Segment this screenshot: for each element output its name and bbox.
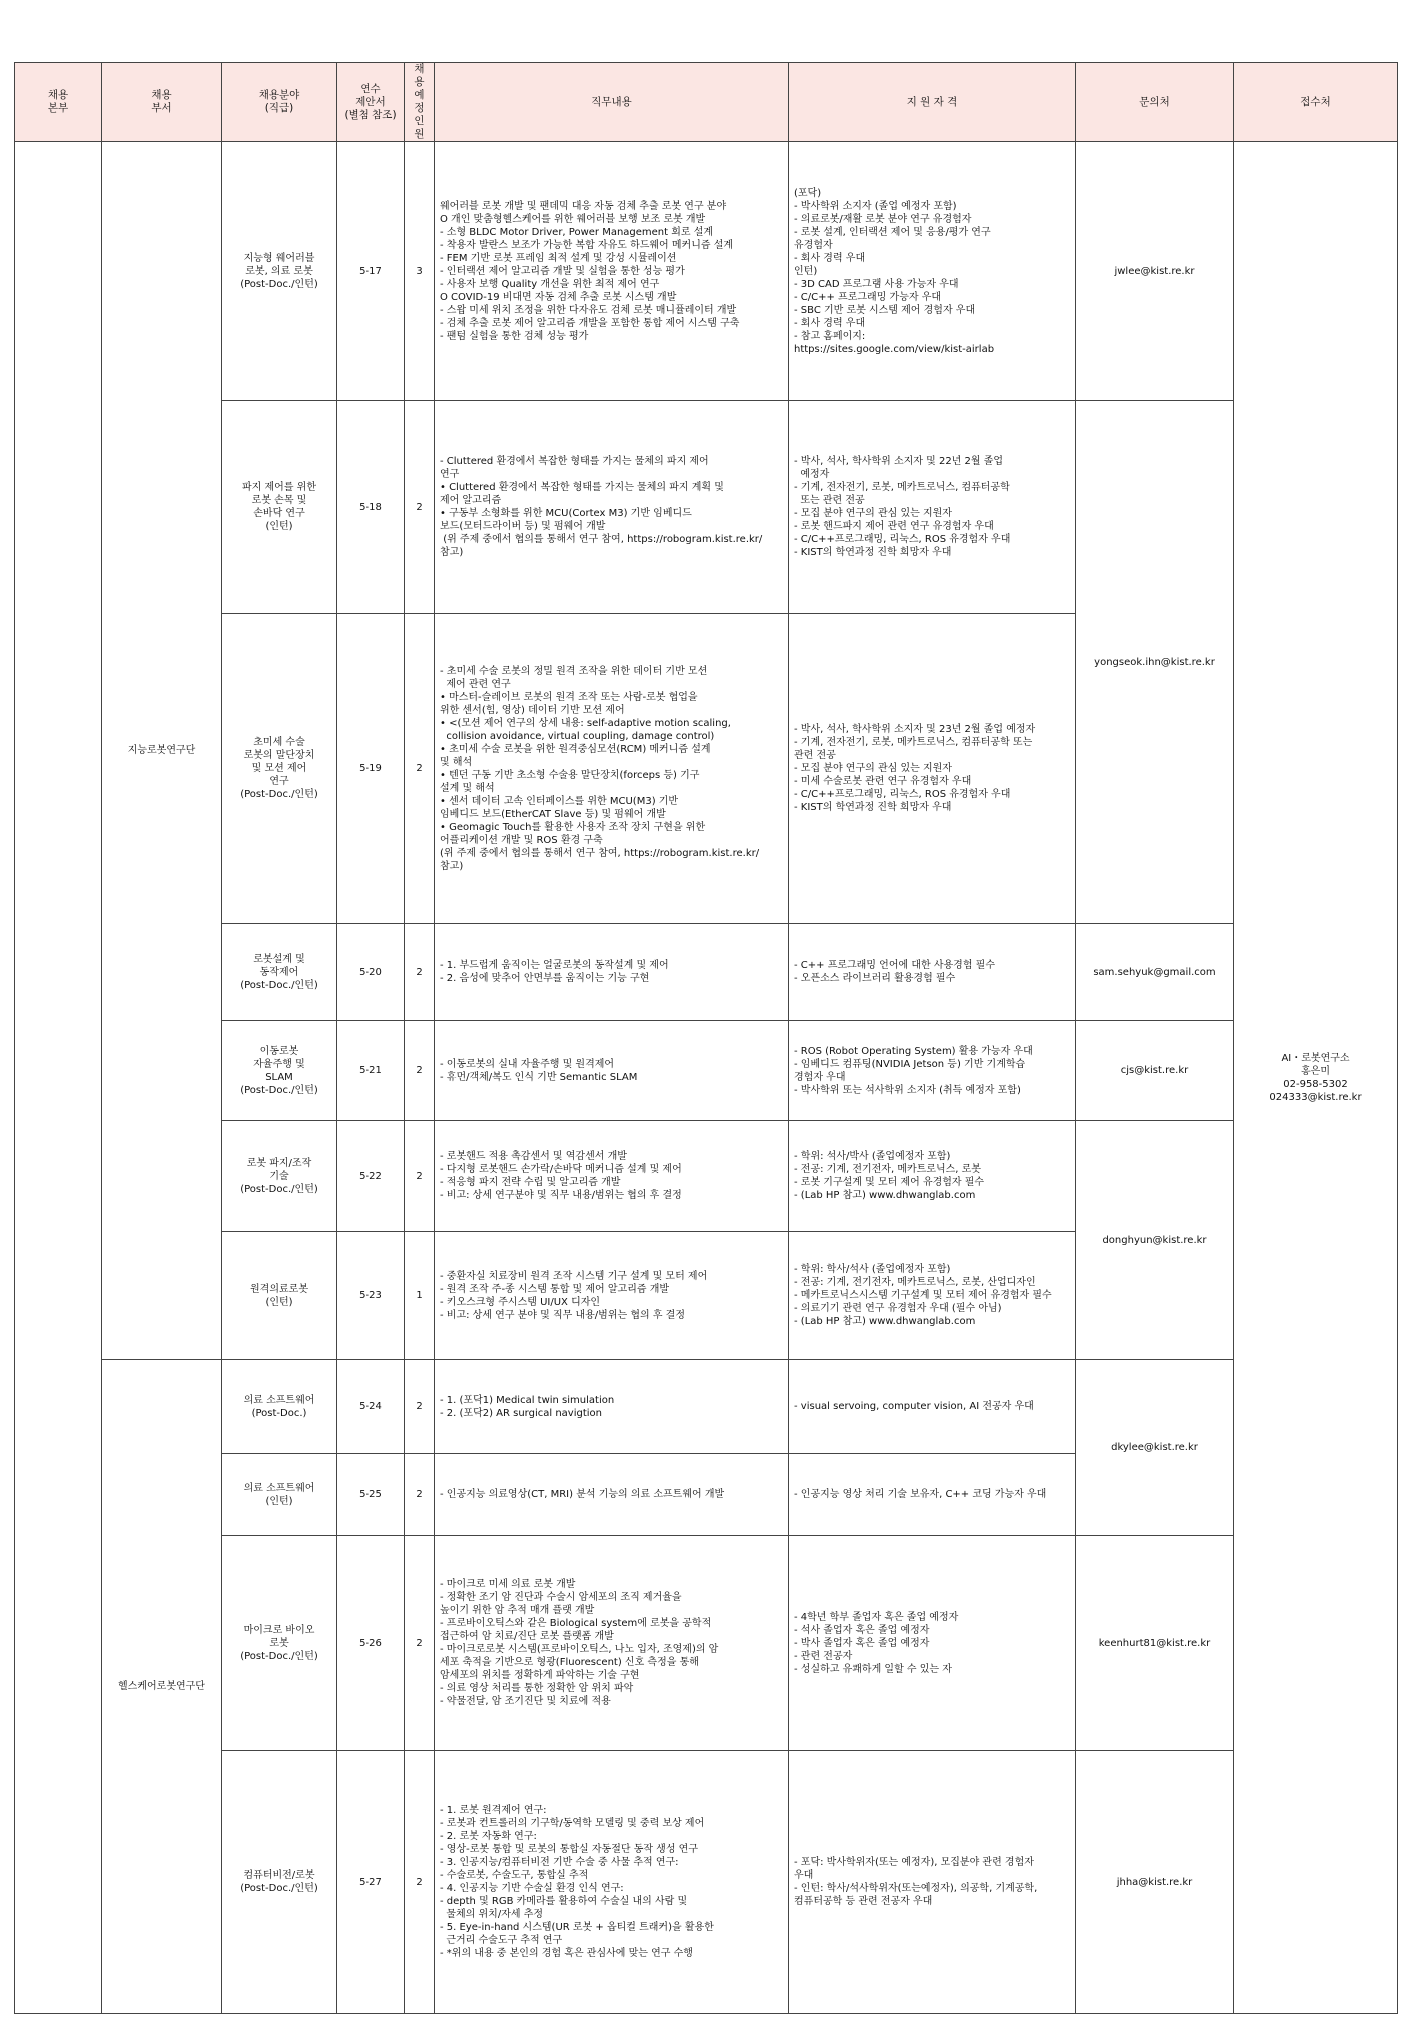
text-line: - 인터랙션 제어 알고리즘 개발 및 실험을 통한 성능 평가: [440, 265, 685, 277]
qual-cell: [789, 614, 1076, 924]
office-person: 홍은미: [1301, 1065, 1330, 1077]
text-line: - 로봇핸드 적용 촉감센서 및 역감센서 개발: [440, 1151, 627, 1162]
office-phone: 02-958-5302: [1283, 1078, 1348, 1090]
text-line: - *위의 내용 중 본인의 경험 혹은 관심사에 맞는 연구 수행: [440, 1948, 693, 1959]
hire-count: 2: [405, 401, 435, 614]
text-line: - 박사, 석사, 학사학위 소지자 및 22년 2월 졸업: [794, 456, 1004, 467]
text-line: - 미세 수술로봇 관련 연구 유경험자 우대: [794, 776, 972, 787]
table-row: [15, 1021, 1398, 1121]
text-line: 유경험자: [794, 239, 833, 251]
duty-cell: [435, 1360, 789, 1454]
text-line: 물체의 위치/자세 추정: [440, 1909, 544, 1920]
text-line: - 1. 로봇 원격제어 연구:: [440, 1805, 547, 1816]
proposal-id: 5-18: [337, 401, 405, 614]
text-line: - 학위: 석사/박사 (졸업예정자 포함): [794, 1151, 951, 1162]
bonbu-cell: [15, 142, 102, 2014]
text-line: (위 주제 중에서 협의를 통해서 연구 참여, https://robogram.kist.re.kr/ 참고): [440, 534, 766, 558]
text-line: - ROS (Robot Operating System) 활용 가능자 우대: [794, 1045, 1033, 1057]
header-buseo: 채용 부서: [102, 63, 222, 142]
text-line: - C/C++프로그래밍, 리눅스, ROS 유경험자 우대: [794, 534, 1011, 545]
text-line: - 휴먼/객체/복도 인식 기반 Semantic SLAM: [440, 1071, 638, 1083]
text-line: 설계 및 해석: [440, 782, 495, 794]
table-row: [15, 142, 1398, 401]
text-line: - 이동로봇의 실내 자율주행 및 원격제어: [440, 1058, 615, 1070]
hire-count: 2: [405, 614, 435, 924]
text-line: 암세포의 위치를 정확하게 파악하는 기술 구현: [440, 1670, 640, 1681]
text-line: 접근하여 암 치료/진단 로봇 플랫폼 개발: [440, 1631, 614, 1642]
qual-cell: [789, 1232, 1076, 1360]
text-line: 임베디드 보드(EtherCAT Slave 등) 및 펌웨어 개발: [440, 808, 666, 820]
qual-cell: [789, 1021, 1076, 1121]
text-line: • Geomagic Touch를 활용한 사용자 조작 장치 구현을 위한: [440, 821, 706, 833]
contact-email[interactable]: keenhurt81@kist.re.kr: [1076, 1536, 1234, 1751]
duty-cell: [435, 614, 789, 924]
text-line: 제어 알고리즘: [440, 495, 502, 506]
duty-cell: [435, 1232, 789, 1360]
hire-count: 1: [405, 1232, 435, 1360]
text-line: - 박사학위 소지자 (졸업 예정자 포함): [794, 200, 957, 212]
text-line: - 프로바이오틱스와 같은 Biological system에 로봇을 공학적: [440, 1618, 712, 1629]
contact-email[interactable]: jwlee@kist.re.kr: [1076, 142, 1234, 401]
proposal-id: 5-20: [337, 924, 405, 1021]
text-line: 높이기 위한 암 추적 매개 플랫 개발: [440, 1605, 595, 1616]
text-line: 경험자 우대: [794, 1071, 846, 1083]
text-line: O COVID-19 비대면 자동 검체 추출 로봇 시스템 개발: [440, 291, 677, 303]
duty-cell: [435, 401, 789, 614]
text-line: - 오픈소스 라이브러리 활용경험 필수: [794, 973, 956, 984]
field-cell: 컴퓨터비전/로봇 (Post-Doc./인턴): [222, 1751, 337, 2014]
text-line: - C/C++프로그래밍, 리눅스, ROS 유경험자 우대: [794, 789, 1011, 800]
field-cell: 의료 소프트웨어 (Post-Doc.): [222, 1360, 337, 1454]
text-line: https://sites.google.com/view/kist-airlab: [794, 343, 995, 355]
text-line: - 참고 홈페이지:: [794, 330, 866, 342]
text-line: - 사용자 보행 Quality 개선을 위한 최적 제어 연구: [440, 278, 660, 290]
contact-email[interactable]: yongseok.ihn@kist.re.kr: [1076, 401, 1234, 924]
field-cell: 로봇 파지/조작 기술 (Post-Doc./인턴): [222, 1121, 337, 1232]
text-line: - C/C++ 프로그래밍 가능자 우대: [794, 291, 942, 303]
proposal-id: 5-23: [337, 1232, 405, 1360]
text-line: - 4학년 학부 졸업자 혹은 졸업 예정자: [794, 1611, 959, 1623]
text-line: - 인공지능 의료영상(CT, MRI) 분석 기능의 의료 소프트웨어 개발: [440, 1489, 725, 1500]
text-line: - 기계, 전자전기, 로봇, 메카트로닉스, 컴퓨터공학: [794, 482, 1010, 493]
text-line: - 초미세 수술 로봇의 정밀 원격 조작을 위한 데이터 기반 모션: [440, 665, 708, 677]
text-line: - 전공: 기계, 전기전자, 메카트로닉스, 로봇: [794, 1164, 981, 1175]
text-line: - 로봇 설계, 인터랙션 제어 및 응용/평가 연구: [794, 226, 991, 238]
text-line: - 비고: 상세 연구 분야 및 직무 내용/범위는 협의 후 결정: [440, 1309, 685, 1321]
header-office: 접수처: [1234, 63, 1398, 142]
header-duty: 직무내용: [435, 63, 789, 142]
text-line: 연구: [440, 469, 460, 480]
qual-cell: [789, 142, 1076, 401]
field-cell: 지능형 웨어러블 로봇, 의료 로봇 (Post-Doc./인턴): [222, 142, 337, 401]
text-line: - 의료 영상 처리를 통한 정확한 암 위치 파악: [440, 1683, 634, 1694]
table-row: [15, 1360, 1398, 1454]
qual-cell: [789, 1121, 1076, 1232]
text-line: - 메카트로닉스시스템 기구설계 및 모터 제어 유경험자 필수: [794, 1290, 1052, 1301]
text-line: 컴퓨터공학 등 관련 전공자 우대: [794, 1896, 933, 1907]
field-cell: 원격의료로봇 (인턴): [222, 1232, 337, 1360]
text-line: • <(모션 제어 연구의 상세 내용: self-adaptive motion scaling,: [440, 717, 731, 729]
text-line: 보드(모터드라이버 등) 및 펌웨어 개발: [440, 521, 606, 532]
text-line: - 2. 로봇 자동화 연구:: [440, 1831, 537, 1842]
text-line: - 박사학위 또는 석사학위 소지자 (취득 예정자 포함): [794, 1084, 1021, 1096]
duty-cell: [435, 1454, 789, 1536]
hire-count: 2: [405, 1454, 435, 1536]
text-line: 관련 전공: [794, 750, 836, 761]
hire-count: 2: [405, 1751, 435, 2014]
text-line: - 착용자 발란스 보조가 가능한 복합 자유도 하드웨어 메커니즘 설계: [440, 239, 734, 251]
text-line: 예정자: [794, 469, 830, 480]
text-line: collision avoidance, virtual coupling, damage control): [440, 730, 715, 742]
contact-email[interactable]: sam.sehyuk@gmail.com: [1076, 924, 1234, 1021]
text-line: - 전공: 기계, 전기전자, 메카트로닉스, 로봇, 산업디자인: [794, 1277, 1036, 1288]
contact-email[interactable]: cjs@kist.re.kr: [1076, 1021, 1234, 1121]
text-line: - 팬텀 실험을 통한 검체 성능 평가: [440, 330, 589, 342]
table-row: [15, 924, 1398, 1021]
text-line: - 관련 전공자: [794, 1650, 853, 1662]
text-line: - 3D CAD 프로그램 사용 가능자 우대: [794, 278, 959, 290]
header-row: [15, 63, 1398, 142]
duty-cell: [435, 1536, 789, 1751]
hire-count: 2: [405, 1021, 435, 1121]
table-row: [15, 1121, 1398, 1232]
text-line: - depth 및 RGB 카메라를 활용하여 수술실 내의 사람 및: [440, 1896, 688, 1907]
duty-cell: [435, 924, 789, 1021]
qual-cell: [789, 1360, 1076, 1454]
text-line: - 다지형 로봇핸드 손가락/손바닥 메커니즘 설계 및 제어: [440, 1164, 682, 1175]
proposal-id: 5-21: [337, 1021, 405, 1121]
office-email[interactable]: 024333@kist.re.kr: [1269, 1091, 1362, 1103]
proposal-id: 5-17: [337, 142, 405, 401]
text-line: - 비고: 상세 연구분야 및 직무 내용/범위는 협의 후 결정: [440, 1190, 682, 1201]
text-line: - 적응형 파지 전략 수립 및 알고리즘 개발: [440, 1177, 621, 1188]
text-line: - 마이크로 미세 의료 로봇 개발: [440, 1579, 576, 1590]
text-line: - 인공지능 영상 처리 기술 보유자, C++ 코딩 가능자 우대: [794, 1489, 1047, 1500]
field-cell: 마이크로 바이오 로봇 (Post-Doc./인턴): [222, 1536, 337, 1751]
qual-cell: [789, 1454, 1076, 1536]
text-line: - (Lab HP 참고) www.dhwanglab.com: [794, 1190, 976, 1201]
hire-count: 2: [405, 1536, 435, 1751]
qual-cell: [789, 1751, 1076, 2014]
text-line: - 포닥: 박사학위자(또는 예정자), 모집분야 관련 경험자: [794, 1857, 1034, 1868]
proposal-id: 5-25: [337, 1454, 405, 1536]
text-line: - 검체 추출 로봇 제어 알고리즘 개발을 포함한 통합 제어 시스템 구축: [440, 317, 740, 329]
text-line: - 영상-로봇 통합 및 로봇의 통합실 자동절단 동작 생성 연구: [440, 1844, 699, 1855]
text-line: - 5. Eye-in-hand 시스템(UR 로봇 + 옵티컬 트래커)을 활용한: [440, 1922, 714, 1933]
text-line: - 마이크로로봇 시스템(프로바이오틱스, 나노 입자, 조영제)의 암: [440, 1644, 719, 1655]
text-line: - 로봇과 컨트롤러의 기구학/동역학 모델링 및 중력 보상 제어: [440, 1818, 705, 1829]
dept-intelligent: 지능로봇연구단: [102, 142, 222, 1360]
text-line: - 박사, 석사, 학사학위 소지자 및 23년 2월 졸업 예정자: [794, 724, 1036, 735]
field-cell: 이동로봇 자율주행 및 SLAM (Post-Doc./인턴): [222, 1021, 337, 1121]
contact-email[interactable]: dkylee@kist.re.kr: [1076, 1360, 1234, 1536]
text-line: - 모집 분야 연구의 관심 있는 지원자: [794, 508, 952, 519]
text-line: - 석사 졸업자 혹은 졸업 예정자: [794, 1624, 930, 1636]
proposal-id: 5-26: [337, 1536, 405, 1751]
text-line: • 텐던 구동 기반 초소형 수술용 말단장치(forceps 등) 기구: [440, 769, 700, 781]
text-line: 웨어러블 로봇 개발 및 팬데믹 대응 자동 검체 추출 로봇 연구 분야: [440, 200, 727, 212]
qual-cell: [789, 401, 1076, 614]
proposal-id: 5-24: [337, 1360, 405, 1454]
text-line: 인턴): [794, 265, 818, 277]
text-line: - Cluttered 환경에서 복잡한 형태를 가지는 물체의 파지 제어: [440, 456, 709, 467]
text-line: 또는 관련 전공: [794, 495, 865, 506]
text-line: - 키오스크형 주시스템 UI/UX 디자인: [440, 1296, 601, 1308]
recruitment-table: [14, 62, 1398, 2014]
text-line: - C++ 프로그래밍 언어에 대한 사용경험 필수: [794, 960, 995, 971]
text-line: - 2. (포닥2) AR surgical navigtion: [440, 1407, 602, 1419]
header-contact: 문의처: [1076, 63, 1234, 142]
text-line: - 박사 졸업자 혹은 졸업 예정자: [794, 1637, 930, 1649]
text-line: - 학위: 학사/석사 (졸업예정자 포함): [794, 1264, 951, 1275]
table-row: [15, 1536, 1398, 1751]
proposal-id: 5-22: [337, 1121, 405, 1232]
text-line: • Cluttered 환경에서 복잡한 형태를 가지는 물체의 파지 계획 및: [440, 482, 724, 493]
contact-email[interactable]: donghyun@kist.re.kr: [1076, 1121, 1234, 1360]
text-line: - 중환자실 치료장비 원격 조작 시스템 기구 설계 및 모터 제어: [440, 1270, 708, 1282]
text-line: - 로봇 핸드파지 제어 관련 연구 유경험자 우대: [794, 521, 994, 532]
text-line: - (Lab HP 참고) www.dhwanglab.com: [794, 1316, 976, 1327]
text-line: (포닥): [794, 187, 822, 199]
text-line: - 모집 분야 연구의 관심 있는 지원자: [794, 763, 952, 774]
duty-cell: [435, 142, 789, 401]
text-line: • 센서 데이터 고속 인터페이스를 위한 MCU(M3) 기반: [440, 795, 679, 807]
table-row: [15, 401, 1398, 614]
office-name: AI・로봇연구소: [1281, 1052, 1350, 1064]
text-line: - 3. 인공지능/컴퓨터비전 기반 수술 중 사물 추적 연구:: [440, 1857, 679, 1868]
header-count: 채용 예정 인원: [405, 63, 435, 142]
text-line: 제어 관련 연구: [440, 678, 511, 690]
dept-healthcare: 헬스케어로봇연구단: [102, 1360, 222, 2014]
hire-count: 3: [405, 142, 435, 401]
text-line: - FEM 기반 로봇 프레임 최적 설계 및 강성 시뮬레이션: [440, 252, 677, 264]
text-line: - 의료로봇/재활 로봇 분야 연구 유경험자: [794, 213, 972, 225]
text-line: 및 해석: [440, 756, 473, 768]
field-cell: 파지 제어를 위한 로봇 손목 및 손바닥 연구 (인턴): [222, 401, 337, 614]
field-cell: 의료 소프트웨어 (인턴): [222, 1454, 337, 1536]
text-line: - SBC 기반 로봇 시스템 제어 경험자 우대: [794, 304, 976, 316]
text-line: - 임베디드 컴퓨팅(NVIDIA Jetson 등) 기반 기계학습: [794, 1058, 1026, 1070]
qual-cell: [789, 1536, 1076, 1751]
proposal-id: 5-27: [337, 1751, 405, 2014]
contact-email[interactable]: jhha@kist.re.kr: [1076, 1751, 1234, 2014]
text-line: - KIST의 학연과정 진학 희망자 우대: [794, 802, 952, 813]
text-line: - 1. 부드럽게 움직이는 얼굴로봇의 동작설계 및 제어: [440, 960, 669, 971]
header-field: 채용분야 (직급): [222, 63, 337, 142]
text-line: - 원격 조작 주-종 시스템 통합 및 제어 알고리즘 개발: [440, 1283, 670, 1295]
text-line: - 회사 경력 우대: [794, 252, 866, 264]
text-line: - 스왑 미세 위치 조정을 위한 다자유도 검체 로봇 매니퓰레이터 개발: [440, 304, 737, 316]
text-line: • 초미세 수술 로봇을 위한 원격중심모션(RCM) 메커니즘 설계: [440, 743, 711, 755]
hire-count: 2: [405, 1360, 435, 1454]
field-cell: 로봇설계 및 동작제어 (Post-Doc./인턴): [222, 924, 337, 1021]
hire-count: 2: [405, 924, 435, 1021]
proposal-id: 5-19: [337, 614, 405, 924]
text-line: - 로봇 기구설계 및 모터 제어 유경험자 필수: [794, 1177, 985, 1188]
text-line: - 2. 음성에 맞추어 안면부를 움직이는 기능 구현: [440, 973, 650, 984]
text-line: - 약물전달, 암 조기진단 및 치료에 적용: [440, 1696, 611, 1707]
table-row: [15, 1751, 1398, 2014]
text-line: • 구동부 소형화를 위한 MCU(Cortex M3) 기반 임베디드: [440, 508, 692, 519]
text-line: - 1. (포닥1) Medical twin simulation: [440, 1394, 615, 1406]
text-line: 위한 센서(힘, 영상) 데이터 기반 모션 제어: [440, 704, 625, 716]
text-line: - 성실하고 유쾌하게 일할 수 있는 자: [794, 1663, 952, 1675]
text-line: - 기계, 전자전기, 로봇, 메카트로닉스, 컴퓨터공학 또는: [794, 737, 1033, 748]
header-qual: 지 원 자 격: [789, 63, 1076, 142]
duty-cell: [435, 1121, 789, 1232]
qual-cell: [789, 924, 1076, 1021]
header-bonbu: 채용 본부: [15, 63, 102, 142]
text-line: - visual servoing, computer vision, AI 전공자 우대: [794, 1401, 1034, 1412]
duty-cell: [435, 1021, 789, 1121]
text-line: 우대: [794, 1870, 814, 1881]
text-line: - 인턴: 학사/석사학위자(또는예정자), 의공학, 기계공학,: [794, 1883, 1038, 1894]
text-line: - 수술로봇, 수술도구, 통합실 추적: [440, 1870, 589, 1881]
text-line: O 개인 맞춤형헬스케어를 위한 웨어러블 보행 보조 로봇 개발: [440, 213, 706, 225]
office-cell: [1234, 142, 1398, 2014]
text-line: - 소형 BLDC Motor Driver, Power Management 회로 설계: [440, 226, 714, 238]
hire-count: 2: [405, 1121, 435, 1232]
text-line: • 마스터-슬레이브 로봇의 원격 조작 또는 사람-로봇 협업을: [440, 691, 698, 703]
text-line: 근거리 수술도구 추적 연구: [440, 1935, 563, 1946]
header-proposal: 연수 제안서 (별첨 참조): [337, 63, 405, 142]
text-line: - 정확한 조기 암 진단과 수술시 암세포의 조직 제거율을: [440, 1592, 682, 1603]
field-cell: 초미세 수술 로봇의 말단장치 및 모션 제어 연구 (Post-Doc./인턴): [222, 614, 337, 924]
text-line: 어플리케이션 개발 및 ROS 환경 구축: [440, 834, 603, 846]
text-line: - 의료기기 관련 연구 유경험자 우대 (필수 아님): [794, 1303, 1002, 1314]
text-line: - KIST의 학연과정 진학 희망자 우대: [794, 547, 952, 558]
text-line: (위 주제 중에서 협의를 통해서 연구 참여, https://robogram.kist.re.kr/ 참고): [440, 847, 763, 872]
text-line: 세포 축적을 기반으로 형광(Fluorescent) 신호 측정을 통해: [440, 1657, 699, 1668]
text-line: - 4. 인공지능 기반 수술실 환경 인식 연구:: [440, 1883, 624, 1894]
text-line: - 회사 경력 우대: [794, 317, 866, 329]
duty-cell: [435, 1751, 789, 2014]
